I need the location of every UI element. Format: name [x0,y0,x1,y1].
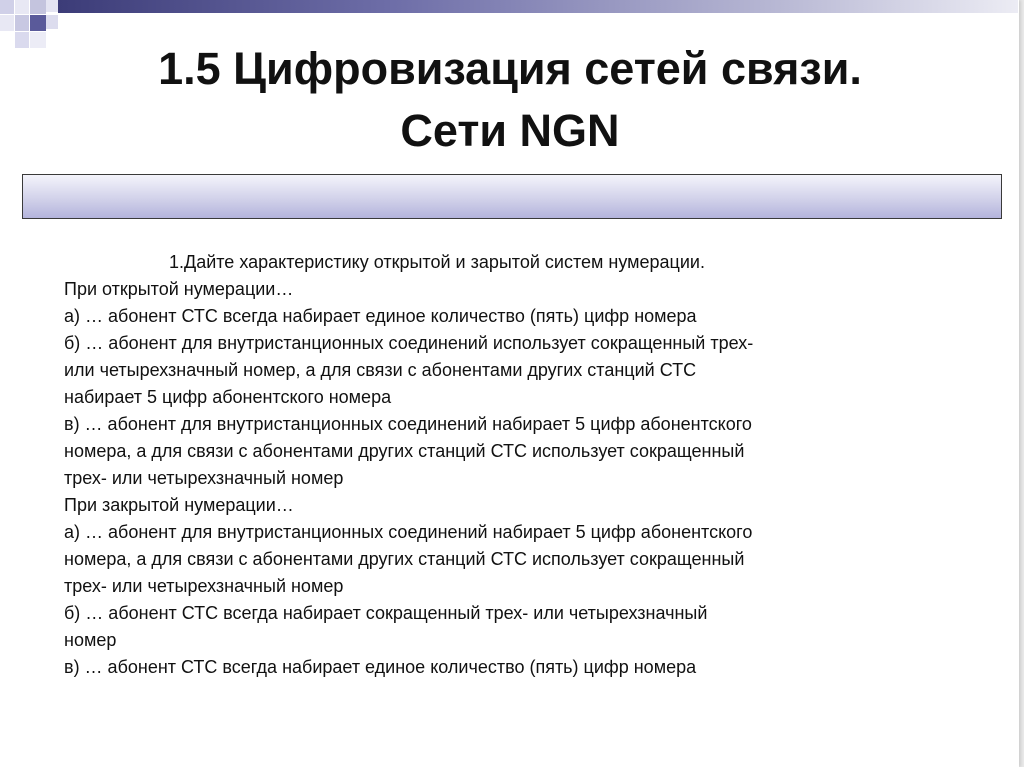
slide-title-line-2: Сети NGN [400,105,620,156]
body-text [64,249,964,681]
body-line: трех- или четырехзначный номер [64,468,344,488]
body-line: в) … абонент для внутристанционных соединений набирает 5 цифр абонентского [64,414,752,434]
body-line: При закрытой нумерации… [64,495,294,515]
body-line: номера, а для связи с абонентами других станций СТС использует сокращенный [64,549,745,569]
body-line: б) … абонент СТС всегда набирает сокращенный трех- или четырехзначный [64,603,708,623]
decorative-square [0,0,14,14]
question-text: 1.Дайте характеристику открытой и зарытой систем нумерации. [169,252,705,272]
decorative-square [15,15,29,31]
body-line: а) … абонент для внутристанционных соединений набирает 5 цифр абонентского [64,522,753,542]
decorative-square [30,15,46,31]
slide-title [40,38,980,162]
body-line: а) … абонент СТС всегда набирает единое количество (пять) цифр номера [64,306,697,326]
decorative-square [0,15,14,31]
body-line: или четырехзначный номер, а для связи с абонентами других станций СТС [64,360,697,380]
decorative-square [46,0,58,12]
body-line: б) … абонент для внутристанционных соединений использует сокращенный трех- [64,333,754,353]
body-line: набирает 5 цифр абонентского номера [64,387,392,407]
body-line: При открытой нумерации… [64,279,294,299]
body-line: трех- или четырехзначный номер [64,576,344,596]
slide-title-line-1: 1.5 Цифровизация сетей связи. [158,43,862,94]
decorative-square [46,15,58,29]
decorative-square [30,0,46,14]
top-gradient-bar [58,0,1018,13]
body-line: номер [64,630,117,650]
subtitle-bar [22,174,1002,219]
decorative-square [15,32,29,48]
body-line: номера, а для связи с абонентами других станций СТС использует сокращенный [64,441,745,461]
body-line: в) … абонент СТС всегда набирает единое количество (пять) цифр номера [64,657,697,677]
decorative-square [15,0,29,14]
